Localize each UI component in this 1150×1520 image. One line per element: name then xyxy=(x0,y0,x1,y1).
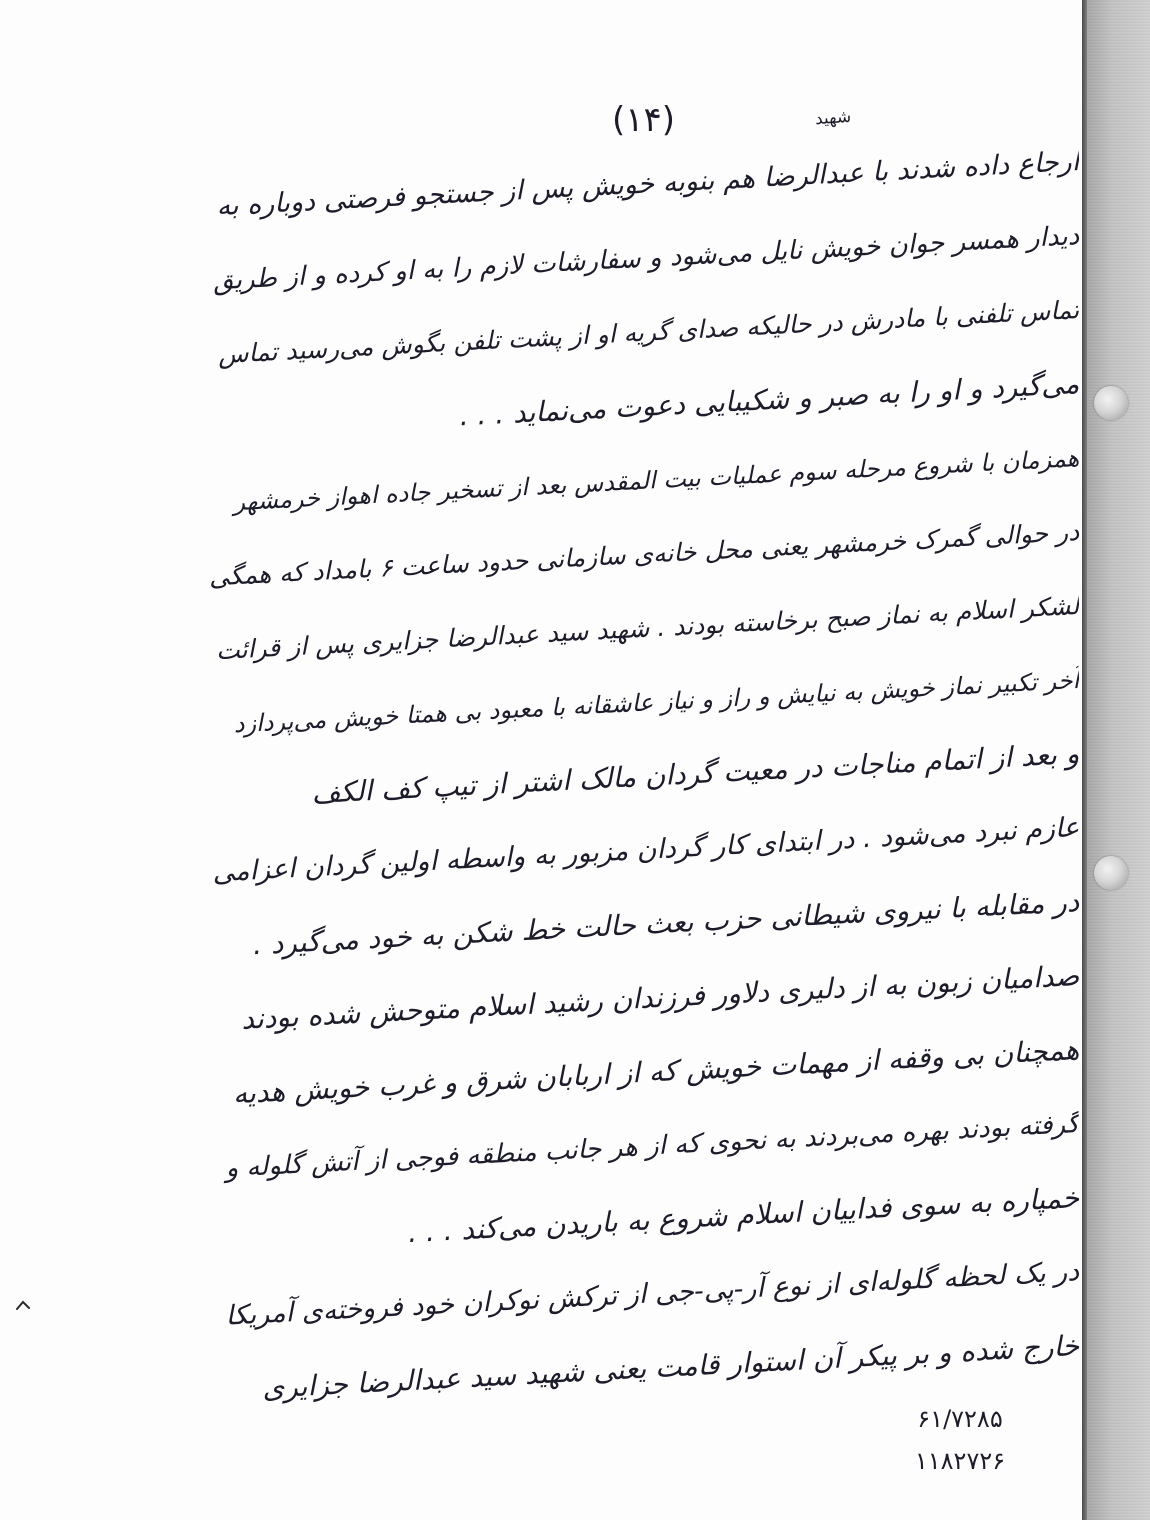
reference-number-1: ۶۱/۷۲۸۵ xyxy=(917,1405,1003,1433)
handwritten-line-12: صدامیان زبون به از دلیری دلاور فرزندان رشید اسلام متوحش شده بودند xyxy=(240,958,1080,1036)
handwritten-line-11: در مقابله با نیروی شیطانی حزب بعث حالت خط شکن به خود می‌گیرد . xyxy=(252,884,1080,962)
handwritten-line-8: آخر تکبیر نماز خویش به نیایش و راز و نیاز عاشقانه با معبود بی همتا خویش می‌پردازد xyxy=(233,665,1080,739)
handwritten-line-15: خمپاره به سوی فداییان اسلام شروع به باریدن می‌کند . . . xyxy=(407,1180,1080,1250)
handwritten-line-3: تماس تلفنی با مادرش در حالیکه صدای گریه او از پشت تلفن بگوش می‌رسید تماس xyxy=(217,294,1080,370)
handwritten-line-17: خارج شده و بر پیکر آن استوار قامت یعنی شهید سید عبدالرضا جزایری xyxy=(261,1328,1080,1405)
handwritten-line-14: گرفته بودند بهره می‌بردند به نحوی که از هر جانب منطقه فوجی از آتش گلوله و xyxy=(224,1108,1080,1184)
hole-punch-bottom xyxy=(1094,856,1128,890)
inserted-word: شهید xyxy=(814,106,852,130)
stray-mark xyxy=(16,1300,30,1310)
hole-punch-top xyxy=(1094,386,1128,420)
handwritten-line-4: می‌گیرد و او را به صبر و شکیبایی دعوت می‌نماید . . . xyxy=(458,366,1080,433)
scan-edge xyxy=(1087,0,1150,1520)
handwritten-line-13: همچنان بی وقفه از مهمات خویش که از اربابان شرق و غرب خویش هدیه xyxy=(232,1032,1080,1111)
handwritten-line-7: لشکر اسلام به نماز صبح برخاسته بودند . شهید سید عبدالرضا جزایری پس از قرائت xyxy=(215,590,1080,666)
handwritten-line-6: در حوالی گمرک خرمشهر یعنی محل خانه‌ی سازمانی حدود ساعت ۶ بامداد که همگی xyxy=(208,516,1080,592)
handwritten-line-16: در یک لحظه گلوله‌ای از نوع آر-پی-جی از ترکش نوکران خود فروخته‌ی آمریکا xyxy=(224,1255,1080,1332)
handwritten-line-10: عازم نبرد می‌شود . در ابتدای کار گردان مزبور به واسطه اولین گردان اعزامی xyxy=(211,811,1080,889)
handwritten-line-5: همزمان با شروع مرحله سوم عملیات بیت المقدس بعد از تسخیر جاده اهواز خرمشهر xyxy=(232,443,1080,517)
handwritten-line-1: ارجاع داده شدند با عبدالرضا هم بنوبه خویش پس از جستجو فرصتی دوباره به xyxy=(215,145,1080,223)
handwritten-line-9: و بعد از اتمام مناجات در معیت گردان مالک اشتر از تیپ کف الکف xyxy=(310,736,1080,811)
handwritten-line-2: دیدار همسر جوان خویش نایل می‌شود و سفارشات لازم را به او کرده و از طریق xyxy=(212,220,1080,297)
reference-number-2: ۱۱۸۲۷۲۶ xyxy=(914,1447,1006,1475)
page-number: (۱۴) xyxy=(612,100,676,140)
